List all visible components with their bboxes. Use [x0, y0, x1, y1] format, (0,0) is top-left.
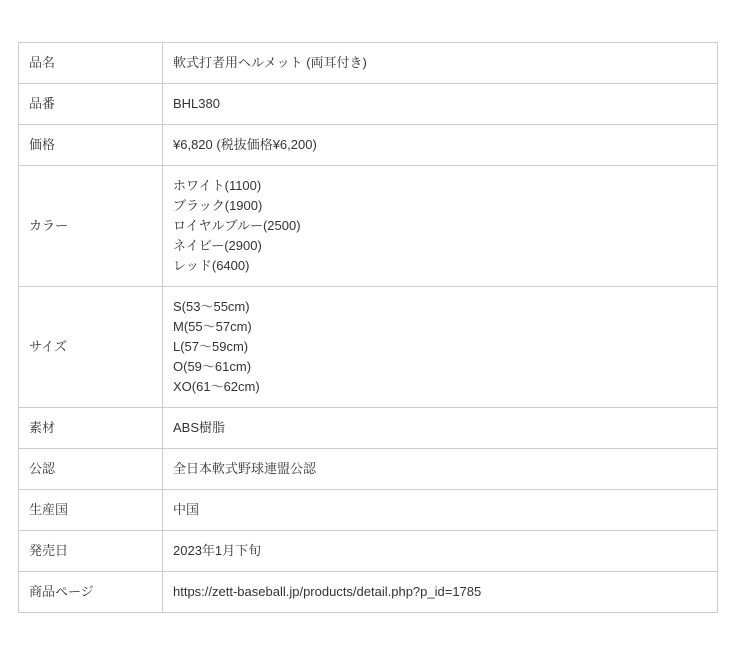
spec-label: [19, 84, 163, 125]
spec-row-material: [19, 408, 718, 449]
spec-row-product-number: [19, 84, 718, 125]
spec-label: [19, 287, 163, 408]
spec-value: [163, 531, 718, 572]
spec-value-line: XO(61～62cm): [173, 379, 260, 394]
spec-row-price: [19, 125, 718, 166]
spec-value: [163, 43, 718, 84]
spec-value: [163, 572, 718, 613]
spec-value-line: レッド(6400): [173, 258, 250, 273]
spec-row-product-name: [19, 43, 718, 84]
spec-value-line: 2023年1月下旬: [173, 543, 262, 558]
spec-value-line: 全日本軟式野球連盟公認: [173, 461, 317, 476]
spec-label-text: 公認: [29, 461, 56, 476]
spec-label-text: 発売日: [29, 543, 69, 558]
spec-row-color: [19, 166, 718, 287]
spec-label-text: 品名: [29, 55, 56, 70]
spec-row-product-page: [19, 572, 718, 613]
spec-value: [163, 287, 718, 408]
spec-value-line: ロイヤルブルー(2500): [173, 218, 301, 233]
spec-label: [19, 43, 163, 84]
spec-value-line: ¥6,820 (税抜価格¥6,200): [173, 137, 317, 152]
spec-value-line: M(55～57cm): [173, 319, 252, 334]
spec-value-line: ブラック(1900): [173, 198, 263, 213]
spec-value-line: L(57～59cm): [173, 339, 249, 354]
spec-value-line: BHL380: [173, 96, 220, 111]
spec-value-line: ネイビー(2900): [173, 238, 262, 253]
spec-label: [19, 572, 163, 613]
spec-value: [163, 125, 718, 166]
spec-label-text: 商品ページ: [29, 584, 94, 599]
spec-label-text: サイズ: [29, 339, 67, 354]
product-page-url: https://zett-baseball.jp/products/detail.php?p_id=1785: [173, 584, 482, 599]
spec-value-line: 軟式打者用ヘルメット (両耳付き): [173, 55, 367, 70]
spec-table: [18, 42, 718, 613]
spec-label-text: カラー: [29, 218, 69, 233]
spec-label-text: 生産国: [29, 502, 69, 517]
spec-label: [19, 408, 163, 449]
spec-value-line: ABS樹脂: [173, 420, 226, 435]
spec-label: [19, 449, 163, 490]
spec-row-certification: [19, 449, 718, 490]
spec-label: [19, 166, 163, 287]
spec-value-line: S(53～55cm): [173, 299, 250, 314]
spec-value: [163, 490, 718, 531]
spec-value: [163, 84, 718, 125]
spec-value: [163, 408, 718, 449]
spec-value-line: ホワイト(1100): [173, 178, 262, 193]
spec-row-size: [19, 287, 718, 408]
spec-row-country-of-origin: [19, 490, 718, 531]
spec-label-text: 品番: [29, 96, 56, 111]
spec-value-line: 中国: [173, 502, 200, 517]
spec-label: [19, 125, 163, 166]
spec-value: [163, 449, 718, 490]
spec-label-text: 素材: [29, 420, 56, 435]
spec-label-text: 価格: [29, 137, 56, 152]
spec-value-line: O(59～61cm): [173, 359, 252, 374]
spec-row-release-date: [19, 531, 718, 572]
spec-label: [19, 531, 163, 572]
spec-label: [19, 490, 163, 531]
spec-value: [163, 166, 718, 287]
